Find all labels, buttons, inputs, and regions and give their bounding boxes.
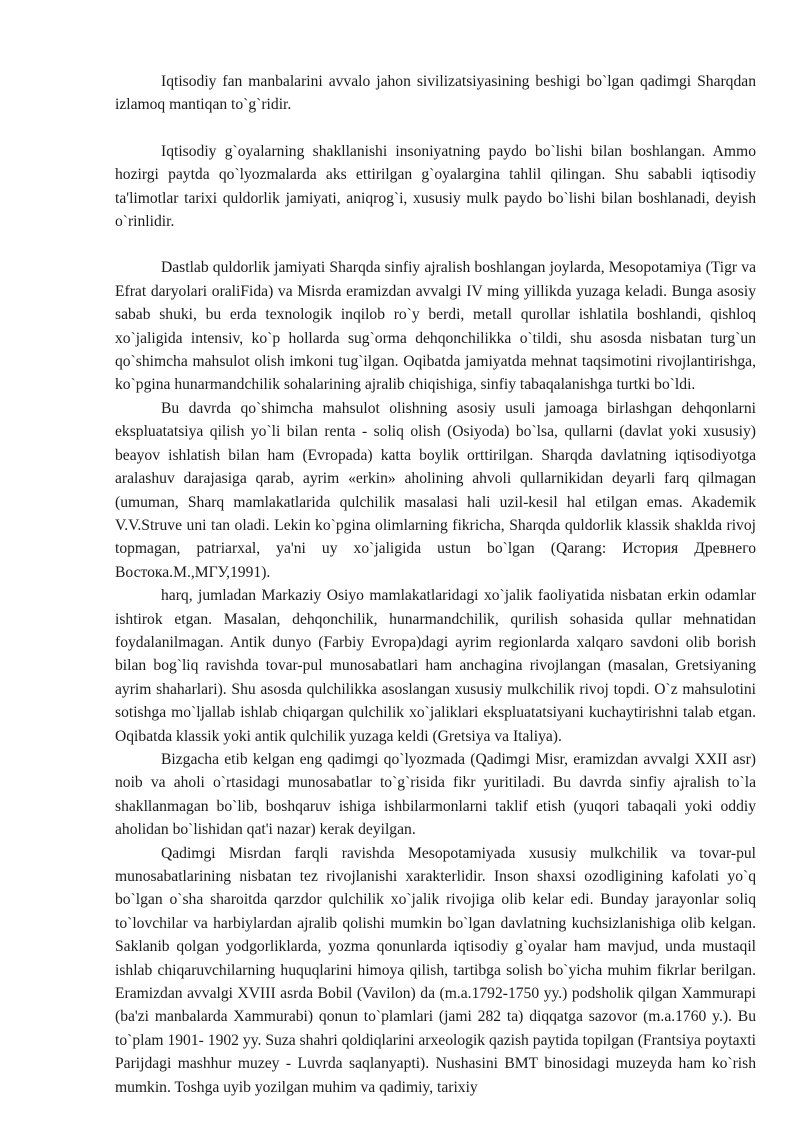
paragraph-slavery-east: Dastlab quldorlik jamiyati Sharqda sinfiy ajralish boshlangan joylarda, Mesopotamiya (Tigr va Efrat daryolari oraliFida) va Misrda eramizdan avvalgi IV ming yillikda yuzaga keladi. Bunga asosiy sabab shuki, bu erda texnologik inqilob ro`y berdi, metall qurollar ishlatila boshlandi, qishloq xo`jaligida intensiv, ko`p hollarda sug`orma dehqonchilikka o`tildi, shu asosda nisbatan turg`un qo`shimcha mahsulot olish imkoni tug`ilgan. Oqibatda jamiyatda mehnat taqsimotini rivojlantirishga, ko`pgina hunarmandchilik sohalarining ajralib chiqishiga, sinfiy tabaqalanishga turtki bo`ldi.	[115, 259, 756, 394]
paragraph-central-asia: harq, jumladan Markaziy Osiyo mamlakatlaridagi xo`jalik faoliyatida nisbatan erkin odamlar ishtirok etgan. Masalan, dehqonchilik, hunarmandchilik, qurilish sohasida qullar mehnatidan foydalanilmagan. Antik dunyo (Farbiy Evropa)dagi ayrim regionlarda xalqaro savdoni olib borish bilan bog`liq ravishda tovar-pul munosabatlari ham anchagina rivojlangan (masalan, Gretsiyaning ayrim shaharlari). Shu asosda qulchilikka asoslangan xususiy mulkchilik rivoj topdi. O`z mahsulotini sotishga mo`ljallab ishlab chiqargan qulchilik xo`jaliklari ekspluatatsiyani kuchaytirishni talab etgan. Oqibatda klassik yoki antik qulchilik yuzaga keldi (Gretsiya va Italiya).	[115, 587, 756, 745]
paragraph-egypt-manuscript: Bizgacha etib kelgan eng qadimgi qo`lyozmada (Qadimgi Misr, eramizdan avvalgi XXII asr) noib va aholi o`rtasidagi munosabatlar to`g`risida fikr yuritiladi. Bu davrda sinfiy ajralish to`la shakllanmagan bo`lib, boshqaruv ishiga ishbilarmonlarni taklif etish (yuqori tabaqali yoki oddiy aholidan bo`lishidan qat'i nazar) kerak deyilgan.	[115, 750, 756, 839]
paragraph-surplus-product: Bu davrda qo`shimcha mahsulot olishning asosiy usuli jamoaga birlashgan dehqonlarni ekspluatatsiya qilish yo`li bilan renta - soliq olish (Osiyoda) bo`lsa, qullarni (davlat yoki xususiy) beayov ishlatish bilan ham (Evropada) katta boylik orttirilgan. Sharqda davlatning iqtisodiyotga aralashuv darajasiga qarab, ayrim «erkin» aholining ahvoli qullarnikidan deyarli farq qilmagan (umuman, Sharq mamlakatlarida qulchilik masalasi hali uzil-kesil hal etilgan emas. Akademik V.V.Struve uni tan oladi. Lekin ko`pgina olimlarning fikricha, Sharqda quldorlik klassik shaklda rivoj topmagan, patriarxal, ya'ni uy xo`jaligida ustun bo`lgan (Qarang: История Древнего Востока.М.,МГУ,1991).	[115, 399, 756, 581]
paragraph-intro: Iqtisodiy fan manbalarini avvalo jahon sivilizatsiyasining beshigi bo`lgan qadimgi Sharqdan izlamoq mantiqan to`g`ridir.	[115, 73, 756, 114]
paragraph-mesopotamia: Qadimgi Misrdan farqli ravishda Mesopotamiyada xususiy mulkchilik va tovar-pul munosabatlarining nisbatan tez rivojlanishi xarakterlidir. Inson shaxsi ozodligining kafolati yo`q bo`lgan o`sha sharoitda qarzdor qulchilik xo`jalik rivojiga olib kelar edi. Bunday jarayonlar soliq to`lovchilar va harbiylardan ajralib qolishi mumkin bo`lgan davlatning kuchsizlanishiga olib kelgan. Saklanib qolgan yodgorliklarda, yozma qonunlarda iqtisodiy g`oyalar ham mavjud, unda mustaqil ishlab chiqaruvchilarning huquqlarini himoya qilish, tartibga solish bo`yicha muhim fikrlar berilgan. Eramizdan avvalgi XVIII asrda Bobil (Vavilon) da (m.a.1792-1750 yy.) podsholik qilgan Xammurapi (ba'zi manbalarda Xammurabi) qonun to`plamlari (jami 282 ta) diqqatga sazovor (m.a.1760 y.). Bu to`plam 1901- 1902 yy. Suza shahri qoldiqlarini arxeologik qazish paytida topilgan (Frantsiya poytaxti Parijdagi mashhur muzey - Luvrda saqlanyapti). Nushasini BMT binosidagi muzeyda ham ko`rish mumkin. Toshga uyib yozilgan muhim va qadimiy, tarixiy	[115, 844, 756, 1096]
paragraph-ideas-origin: Iqtisodiy g`oyalarning shakllanishi insoniyatning paydo bo`lishi bilan boshlangan. Ammo hozirgi paytda qo`lyozmalarda aks ettirilgan g`oyalargina tahlil qilingan. Shu sababli iqtisodiy ta'limotlar tarixi quldorlik jamiyati, aniqrog`i, xususiy mulk paydo bo`lishi bilan boshlanadi, deyish o`rinlidir.	[115, 142, 756, 231]
